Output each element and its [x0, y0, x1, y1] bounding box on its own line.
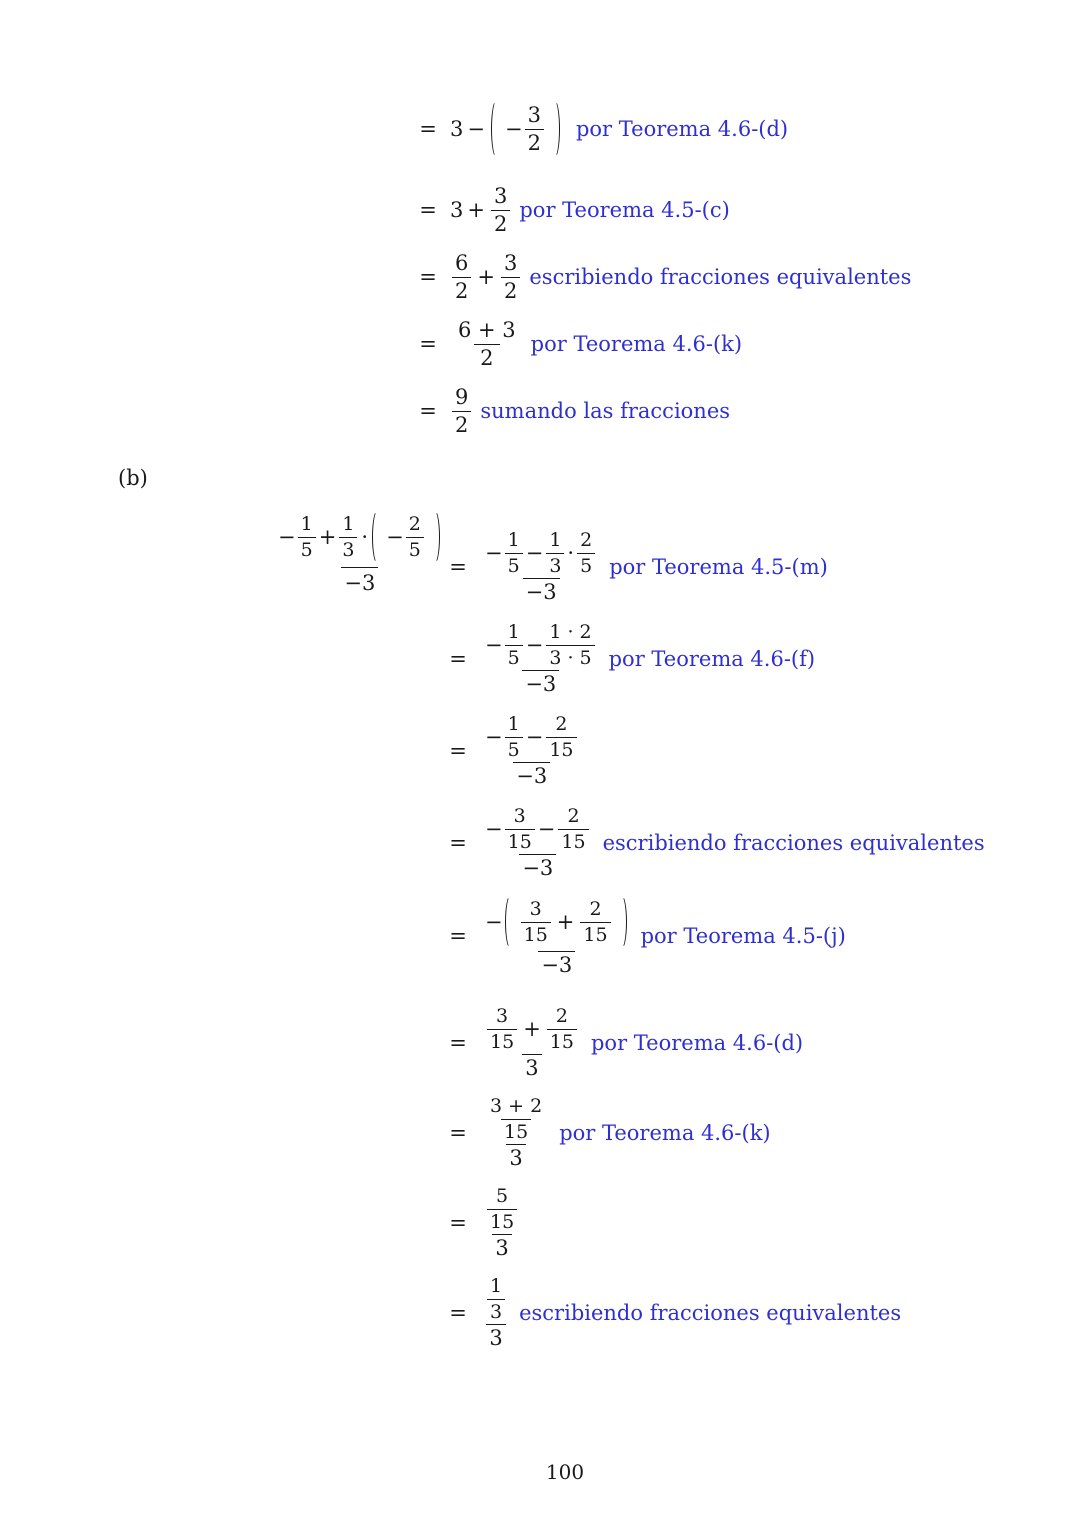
fraction: $\frac{3}{2}$ — [491, 185, 510, 235]
fraction: $\frac{2}{5}$ — [577, 530, 595, 576]
fraction: $\frac{6}{2}$ — [452, 252, 471, 302]
equals-sign: = — [449, 1300, 467, 1325]
equals-sign: = — [449, 1030, 467, 1055]
lhs-expression — [274, 510, 446, 595]
equals-sign: = — [449, 1120, 467, 1145]
justification: por Teorema 4.5-(m) — [609, 554, 828, 579]
equals-sign: = — [419, 265, 437, 290]
fraction: $\frac{1}{5}$ — [505, 530, 523, 576]
step-a4 — [414, 319, 742, 369]
equals-sign: = — [419, 399, 437, 424]
step-b8 — [444, 1186, 524, 1260]
expression — [480, 806, 596, 880]
equals-sign: = — [449, 646, 467, 671]
fraction: $\frac{1}{3}$ — [487, 1276, 505, 1322]
step-a1 — [414, 100, 788, 158]
equals-sign: = — [419, 117, 437, 142]
fraction: $\frac{1}{5}$ — [298, 514, 316, 560]
step-b2 — [444, 622, 815, 696]
parenthesized-group: $\frac{3}{15}$ + $\frac{2}{15}$ — [505, 895, 627, 949]
fraction: $\frac{1}{3}$ — [339, 514, 357, 560]
compound-fraction: $\frac{3}{15}$ + $\frac{2}{15}$ 3 — [482, 1006, 582, 1080]
fraction: $\frac{3 + 2}{15}$ — [490, 1095, 543, 1143]
fraction: $\frac{2}{15}$ — [547, 1006, 577, 1052]
step-a5 — [414, 386, 730, 436]
parenthesized-group: − $\frac{3}{2}$ — [491, 100, 560, 158]
compound-fraction: − $\frac{1}{5}$ + $\frac{1}{3}$ · − $\frac{2}{5}$ −3 — [276, 510, 444, 595]
fraction: $\frac{2}{15}$ — [546, 714, 576, 760]
expression — [480, 1006, 584, 1080]
compound-fraction: $\frac{\frac{5}{15}}{3}$ — [482, 1186, 522, 1260]
expression: 3 + $\frac{3}{2}$ — [450, 185, 512, 235]
equals-sign: = — [449, 554, 467, 579]
equals-sign: = — [449, 1210, 467, 1235]
equals-sign: = — [419, 198, 437, 223]
equals-sign: = — [449, 923, 467, 948]
equals-sign: = — [449, 738, 467, 763]
compound-fraction: $\frac{\frac{1}{3}}{3}$ — [482, 1276, 510, 1350]
equals-sign: = — [419, 332, 437, 357]
fraction: $\frac{5}{15}$ — [487, 1186, 517, 1232]
fraction: $\frac{3}{15}$ — [505, 806, 535, 852]
step-a3 — [414, 252, 911, 302]
step-b5 — [444, 895, 846, 977]
justification: escribiendo fracciones equivalentes — [602, 830, 985, 855]
fraction: $\frac{2}{15}$ — [580, 899, 610, 945]
expression — [480, 1096, 552, 1170]
justification: escribiendo fracciones equivalentes — [529, 265, 912, 290]
justification: por Teorema 4.5-(c) — [519, 198, 730, 223]
fraction: $\frac{2}{5}$ — [406, 514, 424, 560]
justification: por Teorema 4.6-(f) — [608, 646, 816, 671]
fraction: $\frac{3}{15}$ — [521, 899, 551, 945]
fraction: $\frac{1}{3}$ — [546, 530, 564, 576]
parenthesized-group: − $\frac{2}{5}$ — [372, 510, 440, 564]
step-b6 — [444, 1006, 803, 1080]
expression — [480, 622, 602, 696]
expression — [480, 714, 584, 788]
equals-sign: = — [449, 830, 467, 855]
compound-fraction: $\frac{\frac{3 + 2}{15}}{3}$ — [482, 1096, 550, 1170]
expression — [480, 895, 634, 977]
justification: por Teorema 4.6-(d) — [590, 1030, 804, 1055]
compound-fraction: − $\frac{3}{15}$ + $\frac{2}{15}$ −3 — [482, 895, 632, 977]
step-b1 — [444, 530, 828, 604]
fraction: $\frac{3}{2}$ — [501, 252, 520, 302]
expression — [480, 1276, 512, 1350]
fraction: $\frac{2}{15}$ — [558, 806, 588, 852]
compound-fraction: − $\frac{3}{15}$ − $\frac{2}{15}$ −3 — [482, 806, 594, 880]
fraction: $\frac{9}{2}$ — [452, 386, 471, 436]
justification: sumando las fracciones — [480, 399, 731, 424]
justification: escribiendo fracciones equivalentes — [519, 1300, 902, 1325]
compound-fraction: − $\frac{1}{5}$ − $\frac{1}{3}$ · $\frac{2}{5}$ −3 — [482, 530, 600, 604]
step-b7 — [444, 1096, 771, 1170]
fraction: $\frac{3}{2}$ — [525, 104, 544, 154]
justification: por Teorema 4.6-(k) — [559, 1120, 771, 1145]
fraction: $\frac{6 + 3}{2}$ — [458, 318, 516, 370]
justification: por Teorema 4.6-(k) — [530, 332, 743, 357]
fraction: $\frac{1 \cdot 2}{3 \cdot 5}$ — [546, 622, 594, 668]
expression — [480, 1186, 524, 1260]
step-a2 — [414, 185, 730, 235]
justification: por Teorema 4.6-(d) — [575, 117, 789, 142]
expression: $\frac{6}{2}$ + $\frac{3}{2}$ — [450, 252, 522, 302]
page-number: 100 — [545, 1460, 585, 1484]
expression — [450, 319, 524, 369]
fraction: $\frac{1}{5}$ — [505, 714, 523, 760]
step-b3 — [444, 714, 584, 788]
step-b4 — [444, 806, 985, 880]
justification: por Teorema 4.5-(j) — [640, 923, 846, 948]
step-b9 — [444, 1276, 901, 1350]
fraction: $\frac{1}{5}$ — [505, 622, 523, 668]
compound-fraction: − $\frac{1}{5}$ − $\frac{1 \cdot 2}{3 \cdot 5}$ −3 — [482, 622, 600, 696]
fraction: $\frac{3}{15}$ — [487, 1006, 517, 1052]
expression — [450, 386, 473, 436]
compound-fraction: − $\frac{1}{5}$ − $\frac{2}{15}$ −3 — [482, 714, 582, 788]
expression: 3 − − $\frac{3}{2}$ — [450, 100, 562, 158]
part-label: (b) — [118, 466, 148, 490]
expression — [480, 530, 602, 604]
